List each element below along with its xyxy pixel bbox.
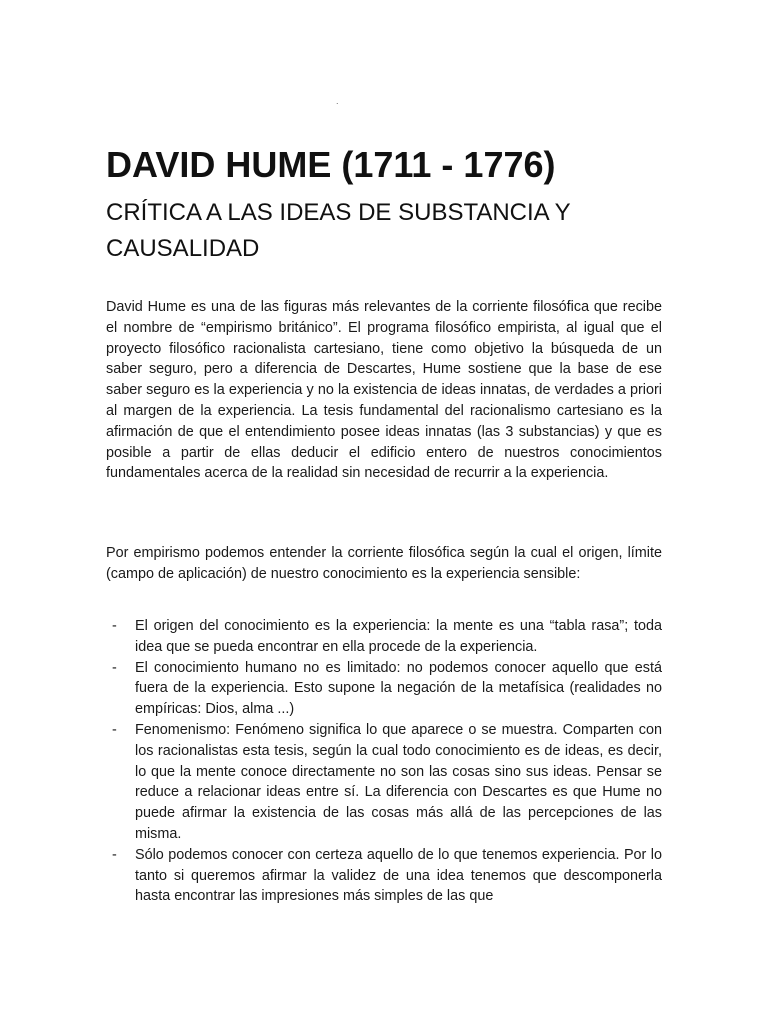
bullet-dash: - — [112, 846, 117, 863]
bullet-dash: - — [112, 618, 117, 634]
bullet-dash: - — [112, 659, 117, 676]
list-item-text: Sólo podemos conocer con certeza aquello de lo que tenemos experiencia. Por lo tanto si queremos afirmar la validez de una idea tenemos que descomponerla hasta encontrar las impresiones más simples de las que — [135, 846, 662, 905]
paragraph-intro: David Hume es una de las figuras más relevantes de la corriente filosófica que recibe el nombre de “empirismo británico”. El programa filosófico empirista, al igual que el proyecto filosófico racionalista cartesiano, tiene como objetivo la búsqueda de un saber seguro, pero a diferencia de Descartes, Hume sostiene que la base de ese saber seguro es la experiencia y no la existencia de ideas innatas, de verdades a priori al margen de la experiencia. La tesis fundamental del racionalismo cartesiano es la afirmación de que el entendimiento posee ideas innatas (las 3 substancias) y que es posible a partir de ellas deducir el edificio entero de nuestros conocimientos fundamentales acerca de la realidad sin necesidad de recurrir a la experiencia. — [106, 299, 662, 482]
list-item-text: Fenomenismo: Fenómeno significa lo que aparece o se muestra. Comparten con los racionalistas esta tesis, según la cual todo conocimiento es de ideas, es decir, lo que la mente conoce directamente no son las cosas sino sus ideas. Pensar se reduce a relacionar ideas entre sí. La diferencia con Descartes es que Hume no puede afirmar la existencia de las cosas más allá de las percepciones de las misma. — [135, 721, 662, 842]
list-item-text: El conocimiento humano no es limitado: no podemos conocer aquello que está fuera de la experiencia. Esto supone la negación de la metafísica (realidades no empíricas: Dios, alma ...) — [135, 659, 662, 718]
list-item — [106, 845, 662, 907]
document-title: DAVID HUME (1711 - 1776) — [106, 144, 556, 185]
bullet-dash: - — [112, 721, 117, 738]
bullet-list — [106, 616, 662, 907]
paragraph-empirismo: Por empirismo podemos entender la corriente filosófica según la cual el origen, límite (campo de aplicación) de nuestro conocimiento es la experiencia sensible: — [106, 545, 662, 582]
list-item — [106, 720, 662, 845]
list-item-text: El origen del conocimiento es la experiencia: la mente es una “tabla rasa”; toda idea que se pueda encontrar en ella procede de la experiencia. — [135, 618, 662, 655]
list-item — [106, 658, 662, 720]
header-mark: . — [336, 96, 339, 106]
document-subtitle: CRÍTICA A LAS IDEAS DE SUBSTANCIA Y CAUSALIDAD — [106, 199, 571, 262]
list-item — [106, 616, 662, 658]
